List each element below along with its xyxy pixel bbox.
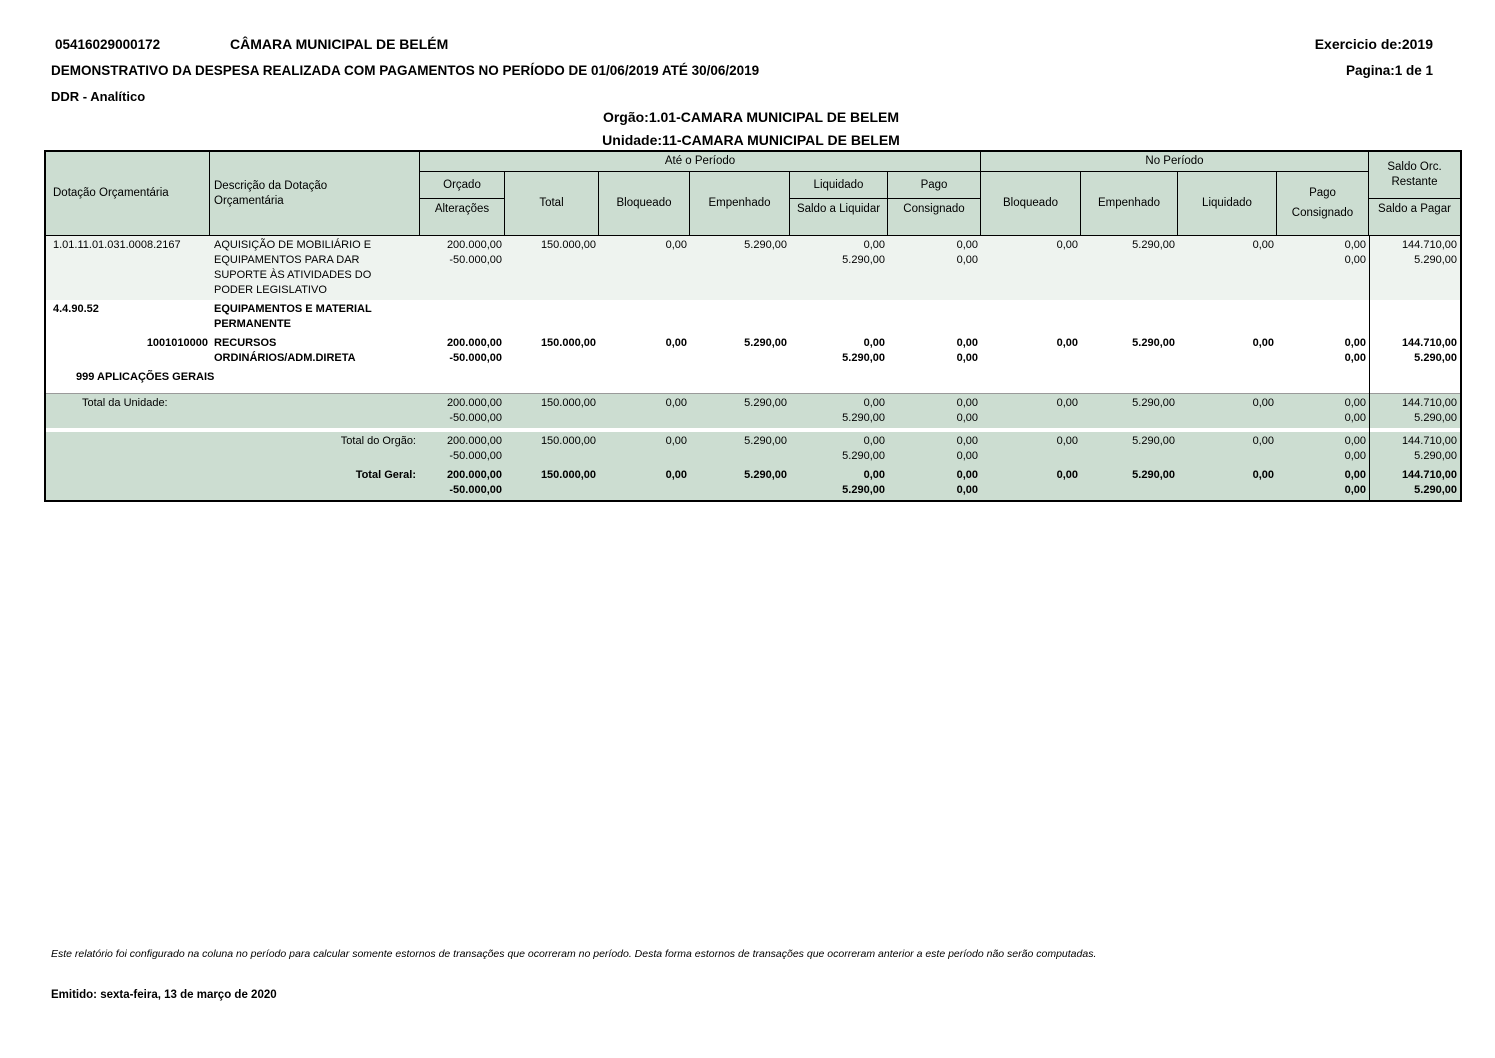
table-row — [46, 368, 1460, 387]
cell-value — [981, 434, 1081, 464]
header-group-ate-periodo: Até o Período — [420, 152, 981, 172]
value-line-1: 144.710,00 — [1401, 469, 1457, 481]
cell-value — [888, 396, 981, 426]
value-line-1: 0,00 — [1056, 337, 1078, 349]
description-line: EQUIPAMENTOS E MATERIAL — [214, 303, 372, 315]
cell-dotacao-code: 1.01.11.01.031.0008.2167 — [53, 239, 181, 251]
cell-value — [1369, 238, 1460, 298]
cell-value — [1178, 336, 1277, 366]
cell-value — [1277, 238, 1369, 298]
value-line-2: 0,00 — [956, 254, 978, 266]
cell-value — [888, 302, 981, 332]
header-saldo-a-liquidar: Saldo a Liquidar — [790, 199, 888, 235]
table-row — [46, 393, 1460, 428]
cell-value — [1178, 302, 1277, 332]
header-np-pago-consignado — [1277, 172, 1369, 235]
header-np-pago-line2: Consignado — [1291, 207, 1354, 219]
company-code: 05416029000172 — [55, 37, 161, 52]
orgao-title: Orgão:1.01-CAMARA MUNICIPAL DE BELEM — [602, 109, 900, 125]
cell-value — [420, 336, 505, 366]
value-line-1: 5.290,00 — [744, 469, 787, 481]
value-line-1: 200.000,00 — [446, 435, 502, 447]
cell-value — [690, 302, 790, 332]
value-line-2: 5.290,00 — [1414, 484, 1457, 496]
value-line-2: 0,00 — [956, 484, 978, 496]
header-saldo-orc-restante — [1369, 152, 1460, 199]
value-line-1: 0,00 — [956, 435, 978, 447]
exercise-year: Exercicio de:2019 — [1314, 36, 1433, 52]
value-line-1: 5.290,00 — [1132, 469, 1175, 481]
cell-value — [1277, 336, 1369, 366]
cell-value — [420, 434, 505, 464]
header-alteracoes: Alterações — [420, 199, 505, 235]
value-line-1: 150.000,00 — [540, 337, 596, 349]
value-line-1: 5.290,00 — [1132, 435, 1175, 447]
value-line-1: 144.710,00 — [1401, 435, 1457, 447]
value-line-2: 5.290,00 — [842, 412, 885, 424]
row-label: Total Geral: — [355, 469, 416, 481]
company-name: CÂMARA MUNICIPAL DE BELÉM — [230, 36, 449, 52]
cell-value — [888, 336, 981, 366]
value-line-1: 200.000,00 — [446, 239, 502, 251]
page-number: Pagina:1 de 1 — [1345, 63, 1433, 78]
value-line-1: 0,00 — [1056, 397, 1078, 409]
value-line-2: 5.290,00 — [1414, 450, 1457, 462]
cell-value — [1369, 468, 1460, 498]
saldo-column-divider — [1369, 236, 1370, 500]
description-line: PODER LEGISLATIVO — [214, 284, 327, 296]
row-label: Total do Orgão: — [340, 435, 416, 447]
value-line-1: 0,00 — [956, 239, 978, 251]
report-type: DDR - Analítico — [51, 89, 146, 104]
value-line-1: 0,00 — [863, 239, 885, 251]
value-line-2: 0,00 — [956, 352, 978, 364]
cell-dotacao-code: 4.4.90.52 — [53, 303, 99, 315]
cell-value — [981, 468, 1081, 498]
value-line-2: 5.290,00 — [1414, 412, 1457, 424]
header-descricao-line2: Orçamentária — [214, 194, 284, 207]
value-line-2: 5.290,00 — [1414, 254, 1457, 266]
cell-value — [1081, 336, 1178, 366]
cell-value — [690, 468, 790, 498]
value-line-2: -50.000,00 — [449, 352, 502, 364]
value-line-1: 0,00 — [1252, 397, 1274, 409]
value-line-1: 0,00 — [665, 239, 687, 251]
cell-value — [790, 238, 888, 298]
value-line-1: 5.290,00 — [744, 337, 787, 349]
cell-value — [1081, 396, 1178, 426]
cell-value — [1178, 434, 1277, 464]
cell-value — [505, 336, 599, 366]
cell-value — [981, 238, 1081, 298]
description-line: EQUIPAMENTOS PARA DAR — [214, 254, 360, 266]
description-line: ORDINÁRIOS/ADM.DIRETA — [214, 352, 356, 364]
cell-value — [1081, 238, 1178, 298]
cell-value — [1277, 468, 1369, 498]
header-descricao-line1: Descrição da Dotação — [214, 179, 328, 192]
description-line: RECURSOS — [214, 337, 277, 349]
value-line-1: 150.000,00 — [540, 397, 596, 409]
value-line-1: 0,00 — [665, 435, 687, 447]
cell-value — [505, 434, 599, 464]
value-line-2: 0,00 — [1344, 352, 1366, 364]
report-title: DEMONSTRATIVO DA DESPESA REALIZADA COM PAGAMENTOS NO PERÍODO DE 01/06/2019 ATÉ 30/06/2019 — [51, 63, 760, 78]
cell-value — [790, 370, 888, 385]
cell-value — [505, 238, 599, 298]
cell-value — [1178, 468, 1277, 498]
cell-value — [981, 370, 1081, 385]
cell-value — [1081, 302, 1178, 332]
cell-description — [210, 302, 420, 332]
footer-note: Este relatório foi configurado na coluna no período para calcular somente estornos de transações que ocorreram no período. Desta forma estornos de transações que ocorreram anterior a este período não serão computadas. — [51, 948, 1097, 960]
value-line-2: -50.000,00 — [449, 484, 502, 496]
value-line-1: 0,00 — [956, 397, 978, 409]
value-line-1: 0,00 — [1344, 239, 1366, 251]
value-line-1: 200.000,00 — [446, 397, 502, 409]
emitted-date: Emitido: sexta-feira, 13 de março de 2020 — [51, 989, 277, 1001]
value-line-1: 0,00 — [863, 435, 885, 447]
header-np-empenhado: Empenhado — [1081, 172, 1178, 235]
cell-value — [1178, 370, 1277, 385]
value-line-1: 0,00 — [863, 397, 885, 409]
cell-dotacao-code: 1001010000 — [146, 337, 208, 349]
cell-value — [599, 302, 690, 332]
header-bloqueado: Bloqueado — [599, 172, 690, 235]
cell-value — [599, 396, 690, 426]
value-line-1: 0,00 — [1252, 435, 1274, 447]
cell-value — [1369, 302, 1460, 332]
cell-value — [1081, 370, 1178, 385]
header-pago: Pago — [888, 172, 981, 199]
value-line-1: 5.290,00 — [744, 435, 787, 447]
cell-value — [1369, 396, 1460, 426]
header-saldo-orc-line1: Saldo Orc. — [1387, 161, 1442, 173]
description-line: SUPORTE ÀS ATIVIDADES DO — [214, 269, 372, 281]
cell-value — [599, 468, 690, 498]
value-line-1: 5.290,00 — [1132, 239, 1175, 251]
value-line-1: 0,00 — [1056, 239, 1078, 251]
cell-value — [888, 370, 981, 385]
cell-value — [888, 434, 981, 464]
value-line-2: 0,00 — [1344, 484, 1366, 496]
value-line-2: -50.000,00 — [449, 412, 502, 424]
cell-value — [505, 370, 599, 385]
cell-value — [690, 238, 790, 298]
description-line: PERMANENTE — [214, 318, 292, 330]
cell-value — [505, 396, 599, 426]
cell-value — [888, 468, 981, 498]
cell-value — [790, 468, 888, 498]
value-line-1: 0,00 — [1056, 435, 1078, 447]
expense-table — [44, 150, 1462, 502]
value-line-1: 0,00 — [665, 337, 687, 349]
value-line-2: 5.290,00 — [1414, 352, 1457, 364]
table-header — [46, 152, 1460, 236]
header-orcado: Orçado — [420, 172, 505, 199]
cell-value — [790, 336, 888, 366]
header-saldo-a-pagar: Saldo a Pagar — [1378, 203, 1451, 215]
value-line-1: 0,00 — [956, 337, 978, 349]
cell-value — [599, 434, 690, 464]
value-line-1: 0,00 — [1344, 337, 1366, 349]
value-line-1: 200.000,00 — [446, 337, 502, 349]
value-line-1: 0,00 — [665, 397, 687, 409]
cell-value — [981, 302, 1081, 332]
cell-value — [420, 302, 505, 332]
header-consignado: Consignado — [888, 199, 981, 235]
cell-value — [790, 302, 888, 332]
cell-value — [1369, 370, 1460, 385]
cell-value — [420, 370, 505, 385]
header-descricao — [210, 152, 420, 235]
header-liquidado: Liquidado — [790, 172, 888, 199]
cell-value — [690, 370, 790, 385]
value-line-1: 144.710,00 — [1401, 239, 1457, 251]
table-row — [46, 300, 1460, 334]
cell-value — [505, 302, 599, 332]
cell-description — [210, 238, 420, 298]
value-line-1: 0,00 — [1344, 435, 1366, 447]
cell-value — [420, 396, 505, 426]
cell-value — [1277, 302, 1369, 332]
value-line-1: 5.290,00 — [1132, 397, 1175, 409]
value-line-1: 5.290,00 — [744, 239, 787, 251]
cell-value — [505, 468, 599, 498]
header-empenhado: Empenhado — [690, 172, 790, 235]
value-line-2: 5.290,00 — [842, 450, 885, 462]
header-total: Total — [505, 172, 599, 235]
table-row — [46, 236, 1460, 300]
value-line-2: 0,00 — [1344, 254, 1366, 266]
value-line-1: 150.000,00 — [540, 435, 596, 447]
cell-value — [690, 434, 790, 464]
cell-value — [1081, 434, 1178, 464]
value-line-2: 0,00 — [956, 412, 978, 424]
header-group-no-periodo: No Período — [981, 152, 1369, 172]
table-row — [46, 432, 1460, 466]
value-line-1: 0,00 — [863, 337, 885, 349]
table-row — [46, 334, 1460, 368]
value-line-1: 144.710,00 — [1401, 397, 1457, 409]
value-line-2: 0,00 — [1344, 412, 1366, 424]
value-line-1: 0,00 — [956, 469, 978, 481]
value-line-1: 150.000,00 — [540, 239, 596, 251]
cell-value — [1081, 468, 1178, 498]
header-saldo-orc-line2: Restante — [1391, 176, 1438, 188]
cell-value — [1277, 370, 1369, 385]
table-row — [46, 466, 1460, 500]
header-dotacao: Dotação Orçamentária — [46, 152, 210, 235]
description-line: AQUISIÇÃO DE MOBILIÁRIO E — [214, 239, 372, 251]
cell-value — [1178, 396, 1277, 426]
value-line-1: 0,00 — [1252, 239, 1274, 251]
cell-description — [210, 336, 420, 366]
value-line-2: 5.290,00 — [842, 352, 885, 364]
value-line-1: 0,00 — [1252, 469, 1274, 481]
cell-value — [981, 396, 1081, 426]
header-np-liquidado: Liquidado — [1178, 172, 1277, 235]
value-line-1: 0,00 — [863, 469, 885, 481]
cell-value — [790, 396, 888, 426]
cell-value — [1277, 434, 1369, 464]
cell-value — [599, 336, 690, 366]
cell-value — [690, 336, 790, 366]
header-np-bloqueado: Bloqueado — [981, 172, 1081, 235]
cell-value — [981, 336, 1081, 366]
value-line-2: 0,00 — [956, 450, 978, 462]
row-label: 999 APLICAÇÕES GERAIS — [76, 371, 215, 383]
value-line-2: 5.290,00 — [842, 484, 885, 496]
value-line-1: 0,00 — [1344, 469, 1366, 481]
cell-value — [690, 396, 790, 426]
value-line-1: 200.000,00 — [446, 469, 502, 481]
cell-value — [1369, 434, 1460, 464]
cell-value — [420, 238, 505, 298]
value-line-1: 0,00 — [1252, 337, 1274, 349]
value-line-2: -50.000,00 — [449, 254, 502, 266]
value-line-2: 5.290,00 — [842, 254, 885, 266]
cell-value — [888, 238, 981, 298]
cell-value — [599, 238, 690, 298]
row-label: Total da Unidade: — [82, 397, 168, 409]
value-line-1: 5.290,00 — [1132, 337, 1175, 349]
unidade-title: Unidade:11-CAMARA MUNICIPAL DE BELEM — [602, 132, 900, 148]
value-line-1: 5.290,00 — [744, 397, 787, 409]
cell-value — [420, 468, 505, 498]
header-np-pago-line1: Pago — [1309, 187, 1336, 199]
value-line-1: 144.710,00 — [1401, 337, 1457, 349]
cell-value — [1178, 238, 1277, 298]
cell-value — [1277, 396, 1369, 426]
value-line-1: 150.000,00 — [540, 469, 596, 481]
value-line-1: 0,00 — [1056, 469, 1078, 481]
value-line-2: -50.000,00 — [449, 450, 502, 462]
cell-value — [790, 434, 888, 464]
value-line-1: 0,00 — [1344, 397, 1366, 409]
value-line-2: 0,00 — [1344, 450, 1366, 462]
cell-value — [1369, 336, 1460, 366]
value-line-1: 0,00 — [665, 469, 687, 481]
cell-value — [599, 370, 690, 385]
table-body — [46, 236, 1460, 500]
